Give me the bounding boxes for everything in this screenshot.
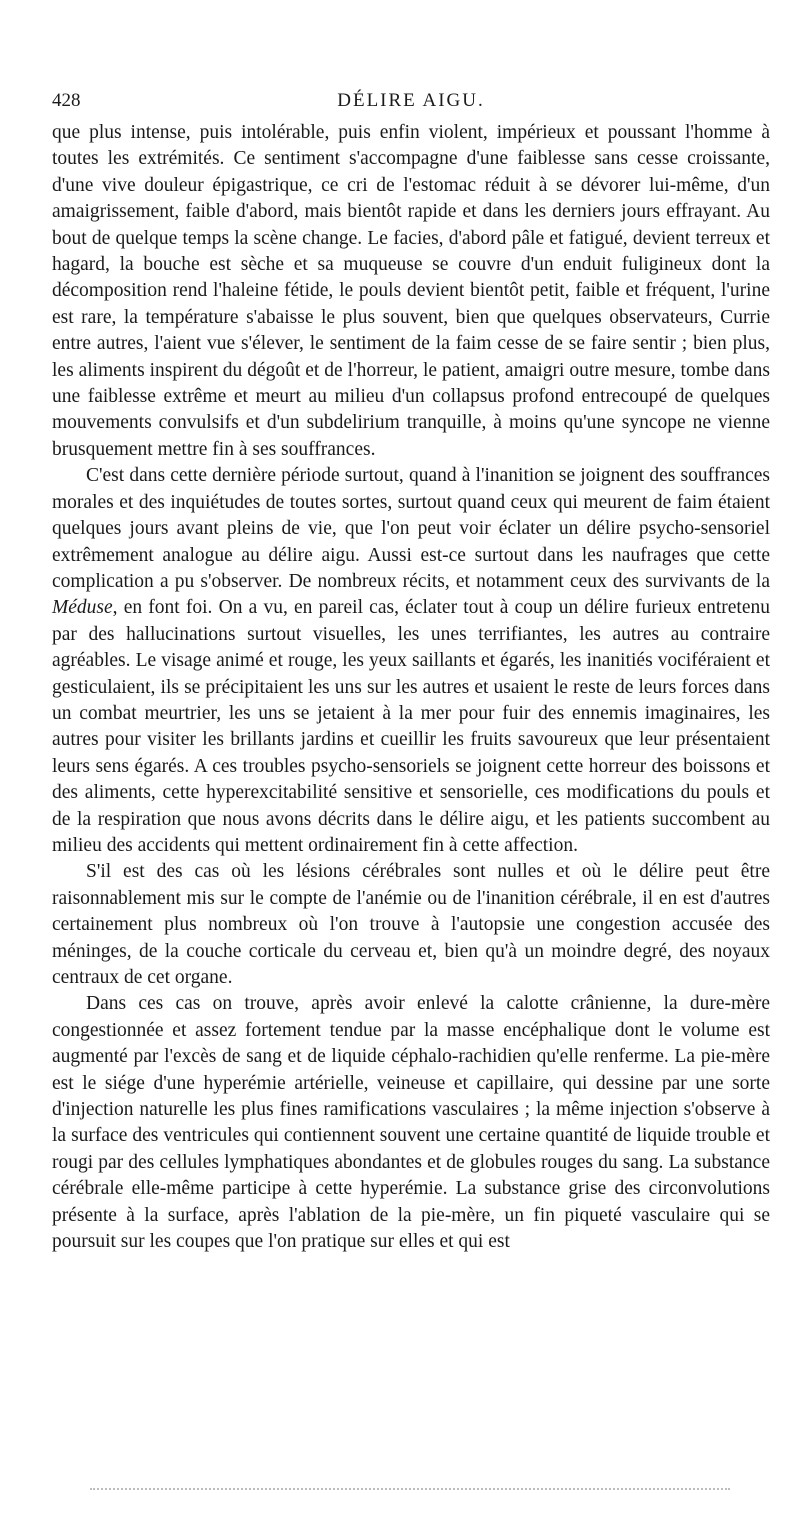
running-title: DÉLIRE AIGU. bbox=[337, 90, 485, 111]
body-text bbox=[52, 120, 770, 1255]
scan-bottom-noise bbox=[90, 1488, 730, 1490]
page-header bbox=[52, 90, 770, 120]
paragraph-4: Dans ces cas on trouve, après avoir enlevé la calotte crânienne, la dure-mère congestionnée et assez fortement tendue par la masse encéphalique dont le volume est augmenté par l'excès de sang et de liquide céphalo-rachidien qu'elle renferme. La pie-mère est le siége d'une hyperémie artérielle, veineuse et capillaire, qui dessine par une sorte d'injection naturelle les plus fines ramifications vasculaires ; la même injection s'observe à la surface des ventricules qui contiennent souvent une certaine quantité de liquide trouble et rougi par des cellules lymphatiques abondantes et de globules rouges du sang. La substance cérébrale elle-même participe à cette hyperémie. La substance grise des circonvolutions présente à la surface, après l'ablation de la pie-mère, un fin piqueté vasculaire qui se poursuit sur les coupes que l'on pratique sur elles et qui est bbox=[52, 993, 770, 1253]
ship-name-emphasis: Méduse bbox=[52, 597, 113, 619]
page-number: 428 bbox=[52, 90, 81, 111]
paragraph-2-part-1: C'est dans cette dernière période surtout, quand à l'inanition se joignent des souffrances morales et des inquiétudes de toutes sortes, surtout quand ceux qui meurent de faim étaient quelques jours avant pleins de vie, que l'on peut voir éclater un délire psycho-sensoriel extrêmement analogue au délire aigu. Aussi est-ce surtout dans les naufrages que cette complication a pu s'observer. De nombreux récits, et notamment ceux des survivants de la bbox=[52, 465, 770, 592]
book-page bbox=[52, 90, 770, 1255]
paragraph-3: S'il est des cas où les lésions cérébrales sont nulles et où le délire peut être raisonnablement mis sur le compte de l'anémie ou de l'inanition cérébrale, il en est d'autres certainement plus nombreux où l'on trouve à l'autopsie une congestion accusée des méninges, de la couche corticale du cerveau et, bien qu'à un moindre degré, des noyaux centraux de cet organe. bbox=[52, 861, 770, 988]
paragraph-2-part-2: , en font foi. On a vu, en pareil cas, éclater tout à coup un délire furieux entretenu par des hallucinations surtout visuelles, les unes terrifiantes, les autres au contraire agréables. Le visage animé et rouge, les yeux saillants et égarés, les inanitiés vociféraient et gesticulaient, ils se précipitaient les uns sur les autres et usaient le reste de leurs forces dans un combat meurtrier, les uns se jetaient à la mer pour fuir des ennemis imaginaires, les autres pour visiter les brillants jardins et cueillir les fruits savoureux que leur présentaient leurs sens égarés. A ces troubles psycho-sensoriels se joignent cette horreur des boissons et des aliments, cette hyperexcitabilité sensitive et sensorielle, ces modifications du pouls et de la respiration que nous avons décrits dans le délire aigu, et les patients succombent au milieu des accidents qui mettent ordinairement fin à cette affection. bbox=[52, 597, 770, 856]
paragraph-1: que plus intense, puis intolérable, puis enfin violent, impérieux et poussant l'homme à toutes les extrémités. Ce sentiment s'accompagne d'une faiblesse sans cesse croissante, d'une vive douleur épigastrique, ce cri de l'estomac réduit à se dévorer lui-même, d'un amaigrissement, faible d'abord, mais bientôt rapide et dans les derniers jours effrayant. Au bout de quelque temps la scène change. Le facies, d'abord pâle et fatigué, devient terreux et hagard, la bouche est sèche et sa muqueuse se couvre d'un enduit fuligineux dont la décomposition rend l'haleine fétide, le pouls devient bientôt petit, faible et fréquent, l'urine est rare, la température s'abaisse le plus souvent, bien que quelques observateurs, Currie entre autres, l'aient vue s'élever, le sentiment de la faim cesse de se faire sentir ; bien plus, les aliments inspirent du dégoût et de l'horreur, le patient, amaigri outre mesure, tombe dans une faiblesse extrême et meurt au milieu d'un collapsus profond entrecoupé de quelques mouvements convulsifs et d'un subdelirium tranquille, à moins qu'une syncope ne vienne brusquement mettre fin à ses souffrances. bbox=[52, 122, 770, 460]
paragraph-2 bbox=[52, 463, 770, 859]
